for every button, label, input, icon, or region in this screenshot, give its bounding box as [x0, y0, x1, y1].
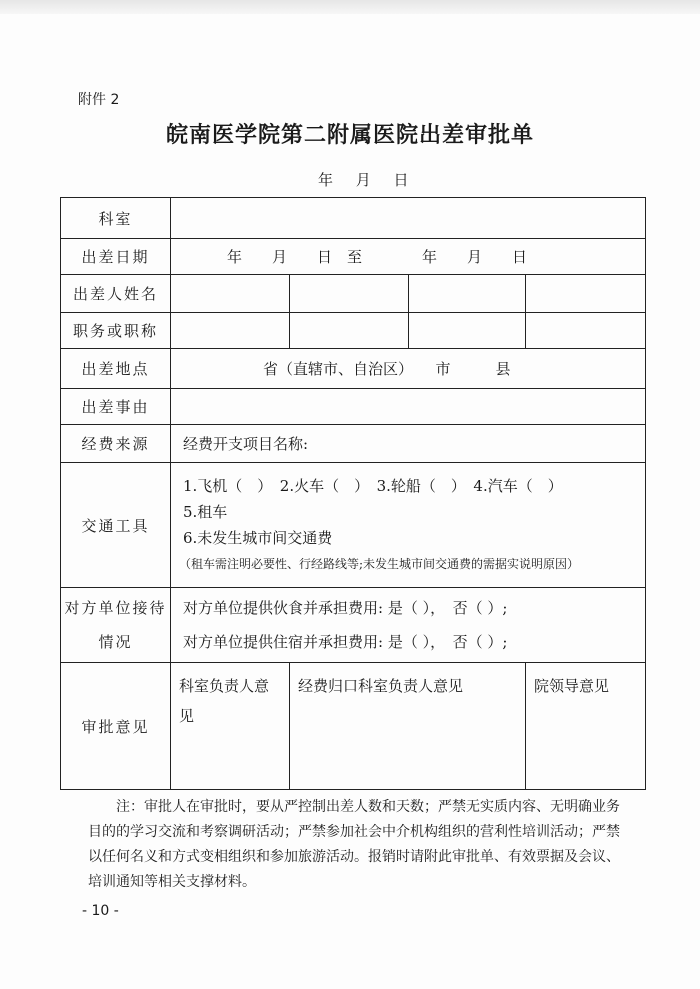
trip-dates-label: 出差日期 — [61, 239, 171, 275]
row-destination — [61, 349, 646, 389]
row-host-reception — [61, 588, 646, 663]
transport-option-line[interactable]: 5.租车 — [183, 503, 228, 521]
destination-label: 出差地点 — [61, 349, 171, 389]
row-position — [61, 313, 646, 349]
row-approval — [61, 663, 646, 790]
position-cell[interactable] — [171, 313, 290, 349]
transport-label: 交通工具 — [61, 463, 171, 588]
host-reception-options — [171, 588, 646, 663]
row-funding — [61, 425, 646, 463]
row-trip-reason — [61, 389, 646, 425]
form-title: 皖南医学院第二附属医院出差审批单 — [165, 122, 534, 148]
row-transport — [61, 463, 646, 588]
trip-dates-value[interactable]: 年 月 日 至 年 月 日 — [171, 239, 646, 275]
traveler-name-cell[interactable] — [171, 275, 290, 313]
row-department — [61, 198, 646, 239]
leader-opinion[interactable]: 院领导意见 — [526, 663, 646, 790]
position-label: 职务或职称 — [61, 313, 171, 349]
department-value-cell[interactable] — [171, 198, 646, 239]
transport-options — [171, 463, 646, 588]
traveler-names-label: 出差人姓名 — [61, 275, 171, 313]
funding-label: 经费来源 — [61, 425, 171, 463]
form-date-line: 年 月 日 — [318, 171, 409, 189]
traveler-name-cell[interactable] — [290, 275, 409, 313]
approval-form-table — [60, 197, 646, 790]
finance-dept-opinion[interactable]: 经费归口科室负责人意见 — [290, 663, 526, 790]
host-lodging-option[interactable]: 对方单位提供住宿并承担费用: 是（ ）， 否（ ）; — [183, 633, 508, 651]
page-number: - 10 - — [82, 903, 119, 919]
trip-reason-cell[interactable] — [171, 389, 646, 425]
row-trip-dates — [61, 239, 646, 275]
destination-value[interactable]: 省（直辖市、自治区） 市 县 — [171, 349, 646, 389]
transport-note: （租车需注明必要性、行经路线等;未发生城市间交通费的需据实说明原因） — [179, 557, 580, 571]
trip-reason-label: 出差事由 — [61, 389, 171, 425]
footnote — [88, 795, 628, 895]
position-cell[interactable] — [290, 313, 409, 349]
traveler-name-cell[interactable] — [526, 275, 646, 313]
dept-head-opinion[interactable]: 科室负责人意见 — [171, 663, 290, 790]
department-label: 科室 — [61, 198, 171, 239]
transport-option-line[interactable]: 1.飞机（ ） 2.火车（ ） 3.轮船（ ） 4.汽车（ ） — [183, 477, 563, 495]
traveler-name-cell[interactable] — [409, 275, 526, 313]
funding-value[interactable]: 经费开支项目名称: — [171, 425, 646, 463]
transport-option-line[interactable]: 6.未发生城市间交通费 — [183, 529, 333, 547]
scan-top-band — [0, 0, 700, 14]
approval-label: 审批意见 — [61, 663, 171, 790]
row-traveler-names — [61, 275, 646, 313]
position-cell[interactable] — [409, 313, 526, 349]
footnote-text: 注：审批人在审批时，要从严控制出差人数和天数；严禁无实质内容、无明确业务目的的学习交流和考察调研活动；严禁参加社会中介机构组织的营利性培训活动；严禁以任何名义和方式变相组织和参加旅游活动。报销时请附此审批单、有效票据及会议、培训通知等相关支撑材料。 — [88, 799, 620, 890]
host-meal-option[interactable]: 对方单位提供伙食并承担费用: 是（ ）， 否（ ）; — [183, 599, 508, 617]
position-cell[interactable] — [526, 313, 646, 349]
attachment-label: 附件 2 — [78, 92, 120, 108]
host-reception-label: 对方单位接待情况 — [61, 588, 171, 663]
